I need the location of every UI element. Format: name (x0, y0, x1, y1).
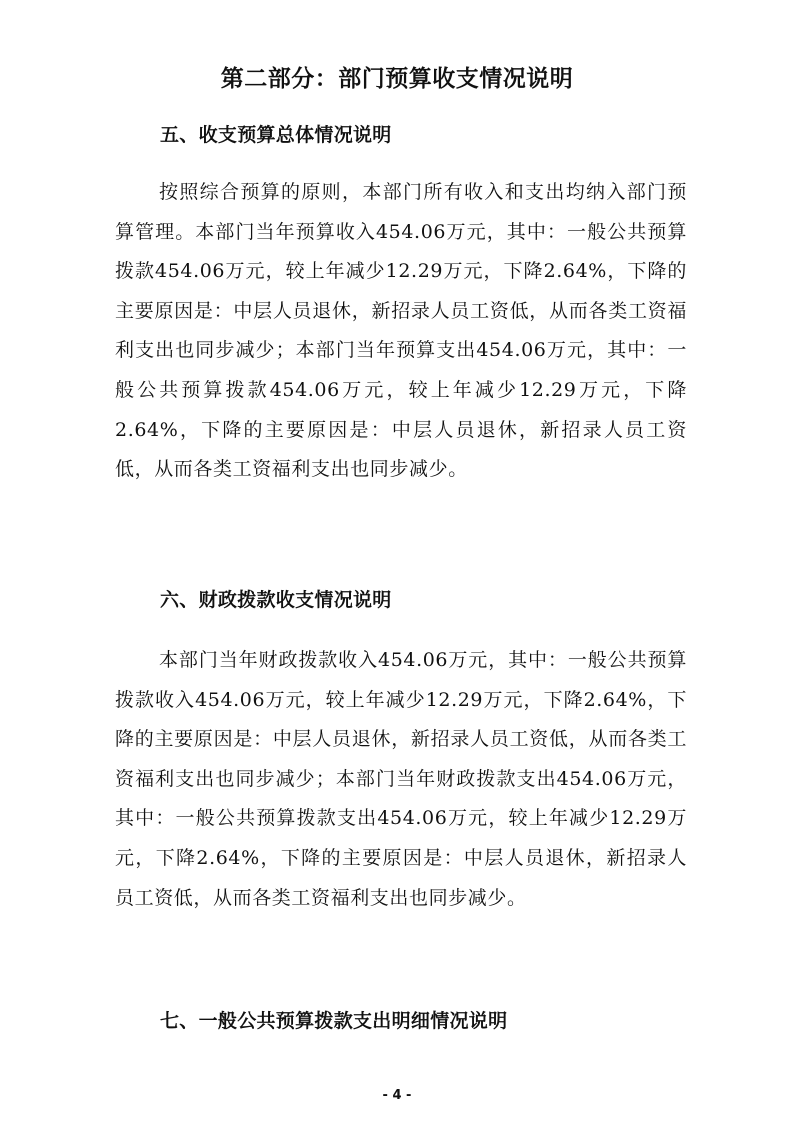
section-heading-6: 六、财政拨款收支情况说明 (160, 589, 392, 611)
section-6-paragraph: 本部门当年财政拨款收入454.06万元，其中：一般公共预算拨款收入454.06万元，较上年减少12.29万元，下降2.64%，下降的主要原因是：中层人员退休，新招录人员工资低，从而各类工资福利支出也同步减少；本部门当年财政拨款支出454.06万元，其中：一般公共预算拨款支出454.06万元，较上年减少12.29万元，下降2.64%，下降的主要原因是：中层人员退休，新招录人员工资低，从而各类工资福利支出也同步减少。 (115, 649, 687, 909)
section-heading-5: 五、收支预算总体情况说明 (160, 124, 392, 146)
page-number: - 4 - (382, 1088, 412, 1103)
page-title: 第二部分：部门预算收支情况说明 (220, 66, 574, 92)
section-heading-7: 七、一般公共预算拨款支出明细情况说明 (160, 1010, 508, 1032)
section-5-paragraph: 按照综合预算的原则，本部门所有收入和支出均纳入部门预算管理。本部门当年预算收入454.06万元，其中：一般公共预算拨款454.06万元，较上年减少12.29万元，下降2.64%，下降的主要原因是：中层人员退休，新招录人员工资低，从而各类工资福利支出也同步减少；本部门当年预算支出454.06万元，其中：一般公共预算拨款454.06万元，较上年减少12.29万元，下降2.64%，下降的主要原因是：中层人员退休，新招录人员工资低，从而各类工资福利支出也同步减少。 (115, 181, 687, 481)
